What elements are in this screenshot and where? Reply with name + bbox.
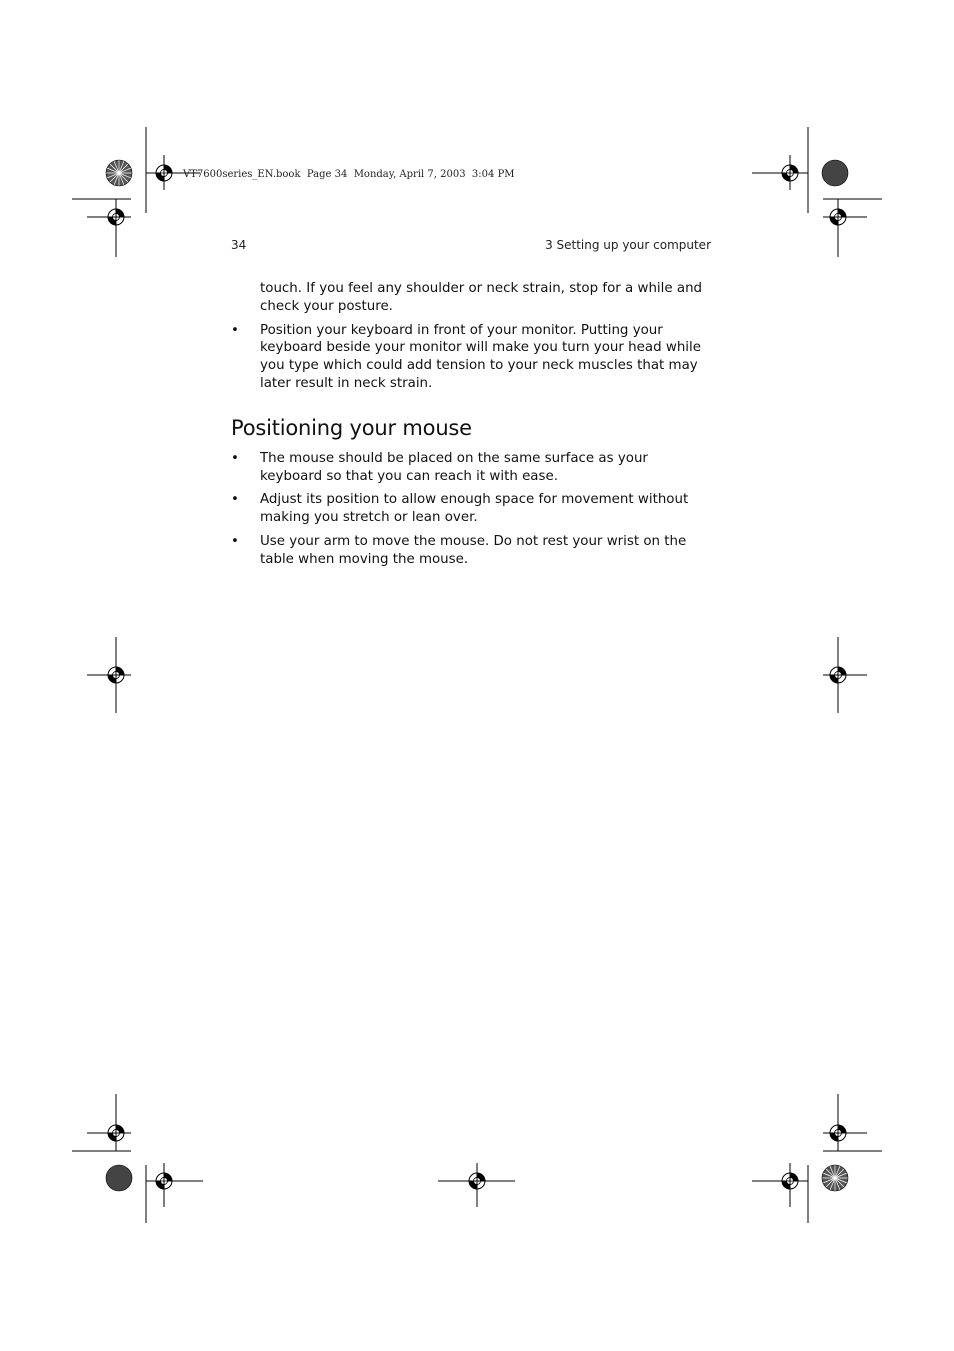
list-item: [231, 450, 711, 486]
list-item: [231, 533, 711, 569]
body-content: [231, 280, 711, 575]
keyboard-bullet-list: [231, 322, 711, 393]
list-item-text: Use your arm to move the mouse. Do not rest your wrist on the table when moving the mouse.: [260, 533, 687, 567]
page-number: 34: [231, 238, 247, 252]
list-item: [231, 491, 711, 527]
bullet-icon: •: [231, 450, 239, 466]
bullet-icon: •: [231, 492, 239, 508]
printer-slug: VT7600series_EN.book Page 34 Monday, April 7, 2003 3:04 PM: [183, 169, 515, 180]
list-item-text: Adjust its position to allow enough space for movement without making you stretch or lean over.: [260, 492, 689, 526]
chapter-title: 3 Setting up your computer: [545, 238, 711, 252]
bullet-icon: •: [231, 322, 239, 338]
list-item-text: Position your keyboard in front of your monitor. Putting your keyboard beside your monitor will make you turn your head while you type which could add tension to your neck muscles that may later result in neck strain.: [260, 322, 701, 391]
list-item: [231, 322, 711, 393]
continuation-paragraph: touch. If you feel any shoulder or neck strain, stop for a while and check your posture.: [260, 281, 703, 314]
running-header: [231, 238, 711, 254]
list-item-text: The mouse should be placed on the same surface as your keyboard so that you can reach it with ease.: [260, 450, 648, 484]
section-title: Positioning your mouse: [231, 415, 472, 440]
bullet-icon: •: [231, 533, 239, 549]
mouse-bullet-list: [231, 450, 711, 569]
